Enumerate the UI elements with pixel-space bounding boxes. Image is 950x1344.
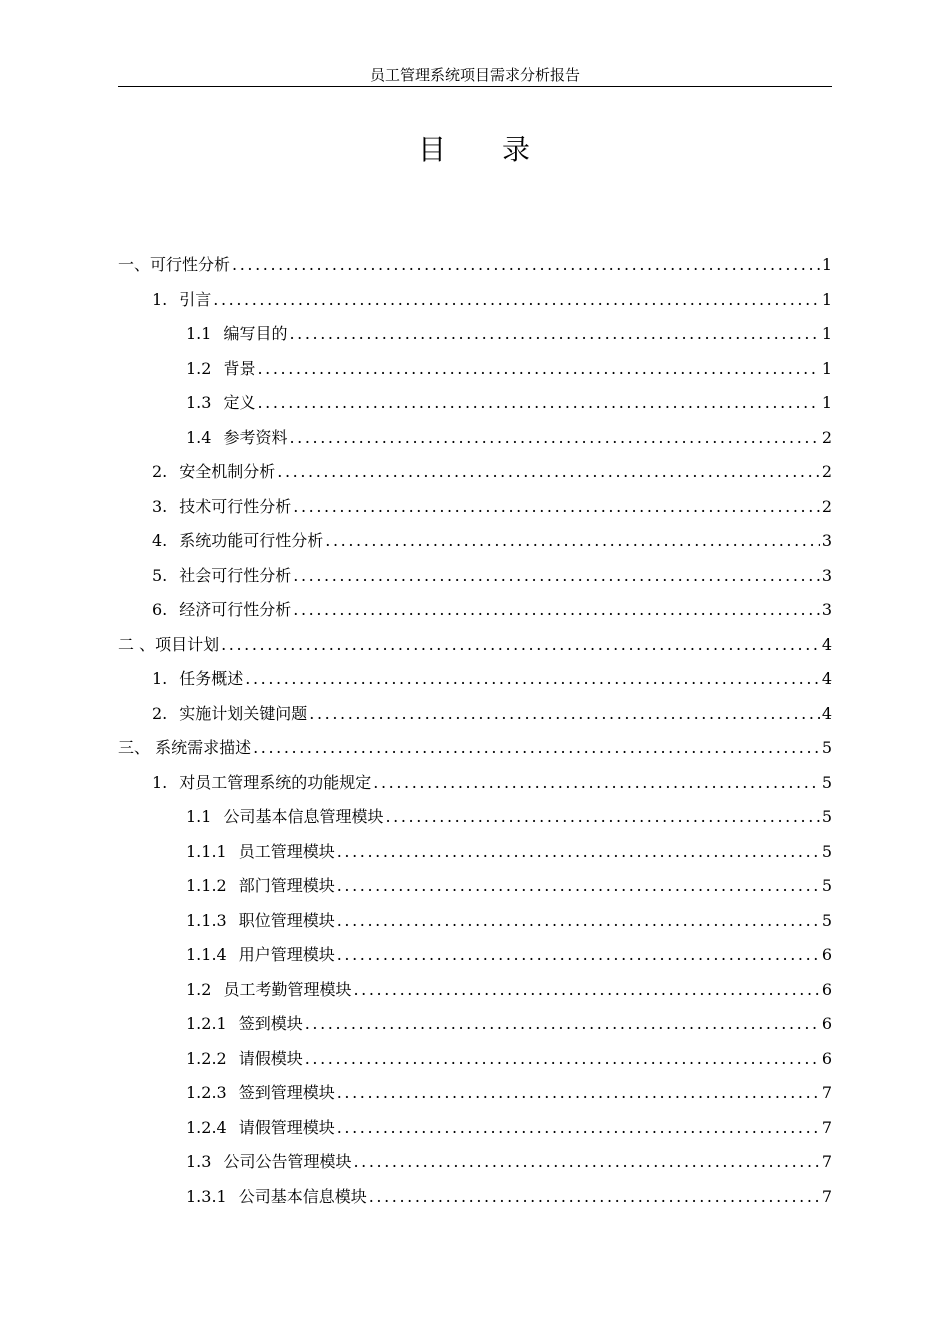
toc-dot-leader (293, 559, 820, 594)
toc-entry[interactable] (118, 593, 832, 628)
toc-entry-title: 实施计划关键问题 (179, 703, 308, 723)
toc-entry-number: 1.1 (186, 807, 212, 826)
page-header (118, 64, 832, 87)
toc-entry[interactable] (118, 283, 832, 318)
toc-entry-page: 3 (821, 600, 832, 619)
toc-entry[interactable] (118, 973, 832, 1008)
toc-entry-page: 7 (821, 1083, 832, 1102)
toc-entry-number: 6. (152, 600, 168, 619)
toc-entry[interactable] (118, 835, 832, 870)
toc-entry[interactable] (118, 421, 832, 456)
table-of-contents (118, 248, 832, 1214)
toc-entry-page: 6 (821, 979, 832, 999)
toc-dot-leader (337, 1076, 820, 1111)
toc-entry-title: 员工管理模块 (238, 841, 335, 861)
toc-entry-page: 6 (821, 1014, 832, 1033)
toc-dot-leader (289, 421, 819, 456)
toc-entry-page: 1 (821, 289, 832, 309)
toc-entry-number: 1.1.2 (186, 876, 227, 895)
toc-heading (0, 130, 950, 170)
toc-entry-page: 2 (821, 496, 832, 516)
toc-entry-number: 1.2.1 (186, 1014, 227, 1033)
toc-dot-leader (277, 455, 820, 490)
toc-entry-number: 4. (152, 531, 168, 550)
toc-entry-title: 安全机制分析 (179, 462, 276, 481)
toc-entry-number: 1.2 (186, 358, 212, 378)
toc-dot-leader (289, 317, 819, 352)
toc-dot-leader (257, 352, 819, 387)
toc-dot-leader (369, 1180, 820, 1215)
toc-entry[interactable] (118, 869, 832, 904)
toc-entry[interactable] (118, 628, 832, 663)
toc-dot-leader (253, 731, 820, 766)
toc-entry-number: 1.2 (186, 979, 212, 999)
toc-entry-title: 编写目的 (223, 324, 288, 343)
toc-entry-page: 1 (821, 393, 832, 412)
toc-entry-number: 1.3.1 (186, 1186, 227, 1206)
toc-entry[interactable] (118, 1180, 832, 1215)
toc-entry[interactable] (118, 386, 832, 421)
toc-entry-number: 5. (152, 565, 168, 585)
toc-entry-title: 部门管理模块 (238, 876, 335, 895)
toc-entry-page: 7 (821, 1117, 832, 1137)
toc-entry-page: 4 (821, 703, 832, 723)
toc-entry[interactable] (118, 490, 832, 525)
toc-entry-title: 员工考勤管理模块 (223, 979, 352, 999)
toc-entry-number: 1.1.1 (186, 841, 227, 861)
toc-entry[interactable] (118, 1042, 832, 1077)
toc-dot-leader (385, 800, 819, 835)
toc-entry[interactable] (118, 938, 832, 973)
toc-dot-leader (213, 283, 820, 318)
toc-entry-title: 定义 (223, 393, 256, 412)
toc-entry-number: 1. (152, 669, 168, 688)
toc-dot-leader (305, 1007, 820, 1042)
toc-dot-leader (309, 697, 820, 732)
toc-entry-page: 5 (821, 738, 832, 757)
toc-dot-leader (245, 662, 820, 697)
toc-dot-leader (353, 973, 819, 1008)
toc-entry-number: 2. (152, 703, 168, 723)
toc-entry-number: 1. (152, 772, 168, 792)
toc-entry-number: 2. (152, 462, 168, 481)
toc-entry-page: 5 (821, 807, 832, 826)
toc-entry-number: 1.2.2 (186, 1048, 227, 1068)
toc-entry-number: 1.1.3 (186, 910, 227, 930)
toc-entry-number: 1.3 (186, 393, 212, 412)
toc-entry-title: 公司基本信息模块 (238, 1186, 367, 1206)
toc-entry-number: 1.4 (186, 427, 212, 447)
toc-entry-title: 签到管理模块 (238, 1083, 335, 1102)
toc-dot-leader (293, 490, 820, 525)
toc-entry-page: 6 (821, 945, 832, 964)
toc-entry[interactable] (118, 731, 832, 766)
toc-entry-page: 7 (821, 1186, 832, 1206)
toc-entry-title: 背景 (223, 358, 256, 378)
toc-entry-page: 6 (821, 1048, 832, 1068)
toc-entry-title: 任务概述 (179, 669, 244, 688)
toc-dot-leader (337, 904, 820, 939)
toc-heading-char-1: 目 (417, 133, 448, 166)
toc-entry-page: 4 (821, 634, 832, 654)
toc-dot-leader (353, 1145, 819, 1180)
toc-entry-page: 5 (821, 910, 832, 930)
toc-entry[interactable] (118, 662, 832, 697)
toc-entry-title: 用户管理模块 (238, 945, 335, 964)
toc-entry-page: 3 (821, 531, 832, 550)
toc-entry-title: 系统功能可行性分析 (179, 531, 324, 550)
toc-entry-title: 对员工管理系统的功能规定 (179, 772, 372, 792)
toc-entry[interactable] (118, 800, 832, 835)
toc-entry-title: 一、可行性分析 (118, 255, 231, 274)
toc-entry[interactable] (118, 352, 832, 387)
toc-entry-page: 3 (821, 565, 832, 585)
toc-dot-leader (373, 766, 820, 801)
toc-entry-page: 2 (821, 462, 832, 481)
toc-entry[interactable] (118, 1007, 832, 1042)
toc-entry[interactable] (118, 248, 832, 283)
toc-entry-number: 1.3 (186, 1152, 212, 1171)
toc-dot-leader (325, 524, 820, 559)
toc-dot-leader (221, 628, 820, 663)
toc-dot-leader (257, 386, 819, 421)
toc-entry-title: 公司公告管理模块 (223, 1152, 352, 1171)
toc-entry-page: 4 (821, 669, 832, 688)
toc-entry-page: 1 (821, 324, 832, 343)
toc-dot-leader (337, 835, 820, 870)
toc-entry[interactable] (118, 697, 832, 732)
toc-entry-title: 三、 系统需求描述 (118, 738, 252, 757)
toc-entry-page: 1 (821, 358, 832, 378)
toc-entry[interactable] (118, 317, 832, 352)
toc-entry-number: 1.2.4 (186, 1117, 227, 1137)
toc-entry-title: 签到模块 (238, 1014, 303, 1033)
toc-entry[interactable] (118, 1145, 832, 1180)
toc-entry-number: 1.1.4 (186, 945, 227, 964)
toc-entry-page: 2 (821, 427, 832, 447)
toc-entry-title: 技术可行性分析 (179, 496, 292, 516)
toc-entry-title: 引言 (179, 289, 212, 309)
toc-entry[interactable] (118, 455, 832, 490)
toc-entry[interactable] (118, 904, 832, 939)
toc-entry-page: 5 (821, 841, 832, 861)
toc-dot-leader (293, 593, 820, 628)
toc-entry[interactable] (118, 766, 832, 801)
toc-entry-title: 请假管理模块 (238, 1117, 335, 1137)
toc-entry-title: 请假模块 (238, 1048, 303, 1068)
toc-entry-number: 3. (152, 496, 168, 516)
toc-entry-number: 1.1 (186, 324, 212, 343)
toc-dot-leader (337, 938, 820, 973)
toc-entry-page: 5 (821, 876, 832, 895)
toc-entry-title: 社会可行性分析 (179, 565, 292, 585)
toc-entry-title: 参考资料 (223, 427, 288, 447)
toc-heading-char-2: 录 (502, 133, 533, 166)
toc-entry[interactable] (118, 1076, 832, 1111)
toc-entry-title: 经济可行性分析 (179, 600, 292, 619)
toc-dot-leader (337, 869, 820, 904)
toc-entry-page: 7 (821, 1152, 832, 1171)
toc-entry[interactable] (118, 559, 832, 594)
toc-entry-number: 1. (152, 289, 168, 309)
toc-entry-number: 1.2.3 (186, 1083, 227, 1102)
toc-entry-page: 1 (821, 255, 832, 274)
toc-entry-title: 二 、项目计划 (118, 634, 220, 654)
toc-entry-title: 公司基本信息管理模块 (223, 807, 384, 826)
toc-dot-leader (337, 1111, 820, 1146)
toc-entry-page: 5 (821, 772, 832, 792)
toc-dot-leader (305, 1042, 820, 1077)
toc-entry[interactable] (118, 524, 832, 559)
toc-dot-leader (232, 248, 820, 283)
toc-entry-title: 职位管理模块 (238, 910, 335, 930)
header-title: 员工管理系统项目需求分析报告 (369, 66, 580, 84)
toc-entry[interactable] (118, 1111, 832, 1146)
